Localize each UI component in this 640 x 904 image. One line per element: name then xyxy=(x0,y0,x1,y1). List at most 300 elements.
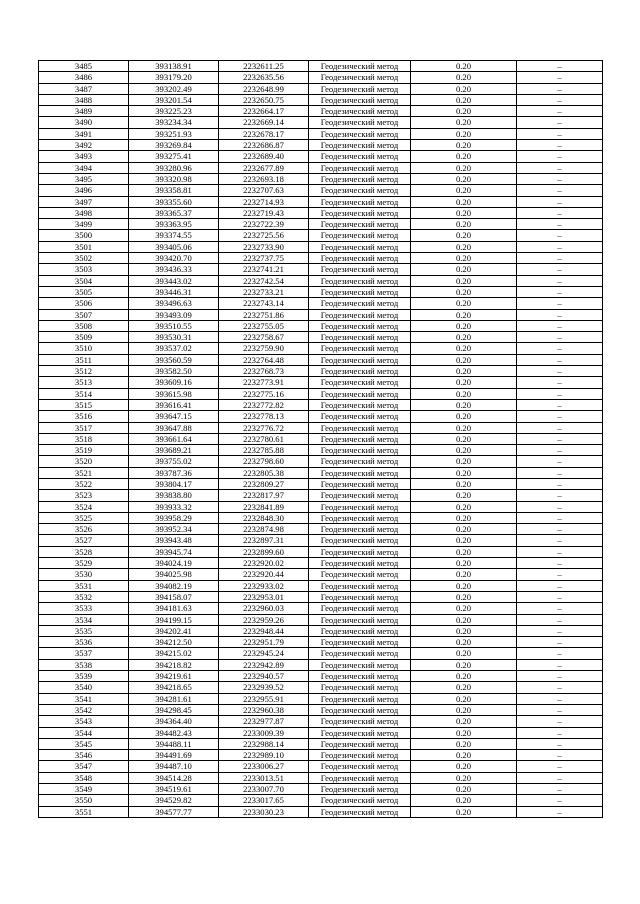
x-coordinate-cell: 393251.93 xyxy=(129,128,219,139)
note-cell: – xyxy=(517,727,603,738)
table-row xyxy=(39,230,603,241)
accuracy-cell: 0.20 xyxy=(411,61,517,72)
table-row xyxy=(39,83,603,94)
point-number-cell: 3542 xyxy=(39,704,129,715)
table-row xyxy=(39,648,603,659)
method-cell: Геодезический метод xyxy=(309,750,411,761)
point-number-cell: 3537 xyxy=(39,648,129,659)
accuracy-cell: 0.20 xyxy=(411,682,517,693)
x-coordinate-cell: 393443.02 xyxy=(129,275,219,286)
method-cell: Геодезический метод xyxy=(309,162,411,173)
table-row xyxy=(39,512,603,523)
method-cell: Геодезический метод xyxy=(309,173,411,184)
x-coordinate-cell: 393943.48 xyxy=(129,535,219,546)
note-cell: – xyxy=(517,716,603,727)
table-row xyxy=(39,106,603,117)
x-coordinate-cell: 393405.06 xyxy=(129,241,219,252)
method-cell: Геодезический метод xyxy=(309,275,411,286)
note-cell: – xyxy=(517,241,603,252)
point-number-cell: 3544 xyxy=(39,727,129,738)
point-number-cell: 3487 xyxy=(39,83,129,94)
method-cell: Геодезический метод xyxy=(309,738,411,749)
y-coordinate-cell: 2232989.10 xyxy=(219,750,309,761)
x-coordinate-cell: 393225.23 xyxy=(129,106,219,117)
method-cell: Геодезический метод xyxy=(309,219,411,230)
y-coordinate-cell: 2232841.89 xyxy=(219,501,309,512)
table-row xyxy=(39,343,603,354)
method-cell: Геодезический метод xyxy=(309,772,411,783)
y-coordinate-cell: 2233017.65 xyxy=(219,795,309,806)
x-coordinate-cell: 393493.09 xyxy=(129,309,219,320)
table-row xyxy=(39,275,603,286)
accuracy-cell: 0.20 xyxy=(411,151,517,162)
table-row xyxy=(39,366,603,377)
note-cell: – xyxy=(517,230,603,241)
note-cell: – xyxy=(517,94,603,105)
point-number-cell: 3491 xyxy=(39,128,129,139)
accuracy-cell: 0.20 xyxy=(411,377,517,388)
x-coordinate-cell: 393804.17 xyxy=(129,478,219,489)
accuracy-cell: 0.20 xyxy=(411,716,517,727)
y-coordinate-cell: 2232764.48 xyxy=(219,354,309,365)
x-coordinate-cell: 393269.84 xyxy=(129,140,219,151)
accuracy-cell: 0.20 xyxy=(411,366,517,377)
method-cell: Геодезический метод xyxy=(309,377,411,388)
point-number-cell: 3485 xyxy=(39,61,129,72)
note-cell: – xyxy=(517,72,603,83)
point-number-cell: 3499 xyxy=(39,219,129,230)
y-coordinate-cell: 2232775.16 xyxy=(219,388,309,399)
note-cell: – xyxy=(517,659,603,670)
x-coordinate-cell: 393446.31 xyxy=(129,286,219,297)
point-number-cell: 3533 xyxy=(39,603,129,614)
table-row xyxy=(39,309,603,320)
note-cell: – xyxy=(517,162,603,173)
table-row xyxy=(39,761,603,772)
note-cell: – xyxy=(517,140,603,151)
point-number-cell: 3502 xyxy=(39,253,129,264)
y-coordinate-cell: 2232773.91 xyxy=(219,377,309,388)
x-coordinate-cell: 393616.41 xyxy=(129,399,219,410)
method-cell: Геодезический метод xyxy=(309,286,411,297)
method-cell: Геодезический метод xyxy=(309,671,411,682)
y-coordinate-cell: 2233013.51 xyxy=(219,772,309,783)
method-cell: Геодезический метод xyxy=(309,117,411,128)
y-coordinate-cell: 2232776.72 xyxy=(219,422,309,433)
method-cell: Геодезический метод xyxy=(309,806,411,817)
method-cell: Геодезический метод xyxy=(309,388,411,399)
table-row xyxy=(39,467,603,478)
y-coordinate-cell: 2232758.67 xyxy=(219,332,309,343)
note-cell: – xyxy=(517,106,603,117)
y-coordinate-cell: 2232959.26 xyxy=(219,614,309,625)
point-number-cell: 3524 xyxy=(39,501,129,512)
x-coordinate-cell: 393945.74 xyxy=(129,546,219,557)
method-cell: Геодезический метод xyxy=(309,795,411,806)
x-coordinate-cell: 394487.10 xyxy=(129,761,219,772)
y-coordinate-cell: 2232940.57 xyxy=(219,671,309,682)
point-number-cell: 3495 xyxy=(39,173,129,184)
y-coordinate-cell: 2232768.73 xyxy=(219,366,309,377)
note-cell: – xyxy=(517,546,603,557)
note-cell: – xyxy=(517,558,603,569)
note-cell: – xyxy=(517,128,603,139)
x-coordinate-cell: 393689.21 xyxy=(129,445,219,456)
x-coordinate-cell: 393358.81 xyxy=(129,185,219,196)
note-cell: – xyxy=(517,320,603,331)
point-number-cell: 3518 xyxy=(39,433,129,444)
accuracy-cell: 0.20 xyxy=(411,648,517,659)
x-coordinate-cell: 393320.98 xyxy=(129,173,219,184)
table-row xyxy=(39,241,603,252)
method-cell: Геодезический метод xyxy=(309,230,411,241)
accuracy-cell: 0.20 xyxy=(411,117,517,128)
x-coordinate-cell: 393582.50 xyxy=(129,366,219,377)
accuracy-cell: 0.20 xyxy=(411,219,517,230)
point-number-cell: 3508 xyxy=(39,320,129,331)
point-number-cell: 3534 xyxy=(39,614,129,625)
y-coordinate-cell: 2233009.39 xyxy=(219,727,309,738)
y-coordinate-cell: 2232785.88 xyxy=(219,445,309,456)
accuracy-cell: 0.20 xyxy=(411,433,517,444)
accuracy-cell: 0.20 xyxy=(411,659,517,670)
table-row xyxy=(39,219,603,230)
point-number-cell: 3545 xyxy=(39,738,129,749)
table-row xyxy=(39,558,603,569)
method-cell: Геодезический метод xyxy=(309,399,411,410)
y-coordinate-cell: 2232686.87 xyxy=(219,140,309,151)
method-cell: Геодезический метод xyxy=(309,196,411,207)
note-cell: – xyxy=(517,512,603,523)
point-number-cell: 3501 xyxy=(39,241,129,252)
note-cell: – xyxy=(517,83,603,94)
x-coordinate-cell: 393647.15 xyxy=(129,411,219,422)
note-cell: – xyxy=(517,343,603,354)
x-coordinate-cell: 393420.70 xyxy=(129,253,219,264)
x-coordinate-cell: 394364.40 xyxy=(129,716,219,727)
y-coordinate-cell: 2232897.31 xyxy=(219,535,309,546)
note-cell: – xyxy=(517,693,603,704)
method-cell: Геодезический метод xyxy=(309,591,411,602)
table-row xyxy=(39,806,603,817)
x-coordinate-cell: 393234.34 xyxy=(129,117,219,128)
x-coordinate-cell: 393201.54 xyxy=(129,94,219,105)
y-coordinate-cell: 2232772.82 xyxy=(219,399,309,410)
note-cell: – xyxy=(517,772,603,783)
y-coordinate-cell: 2232737.75 xyxy=(219,253,309,264)
point-number-cell: 3536 xyxy=(39,637,129,648)
y-coordinate-cell: 2232942.89 xyxy=(219,659,309,670)
method-cell: Геодезический метод xyxy=(309,603,411,614)
accuracy-cell: 0.20 xyxy=(411,140,517,151)
accuracy-cell: 0.20 xyxy=(411,298,517,309)
table-row xyxy=(39,456,603,467)
x-coordinate-cell: 394199.15 xyxy=(129,614,219,625)
note-cell: – xyxy=(517,490,603,501)
point-number-cell: 3528 xyxy=(39,546,129,557)
point-number-cell: 3509 xyxy=(39,332,129,343)
point-number-cell: 3497 xyxy=(39,196,129,207)
method-cell: Геодезический метод xyxy=(309,433,411,444)
point-number-cell: 3525 xyxy=(39,512,129,523)
x-coordinate-cell: 393365.37 xyxy=(129,207,219,218)
point-number-cell: 3532 xyxy=(39,591,129,602)
y-coordinate-cell: 2232953.01 xyxy=(219,591,309,602)
point-number-cell: 3530 xyxy=(39,569,129,580)
method-cell: Геодезический метод xyxy=(309,128,411,139)
note-cell: – xyxy=(517,399,603,410)
accuracy-cell: 0.20 xyxy=(411,196,517,207)
table-row xyxy=(39,738,603,749)
x-coordinate-cell: 394158.07 xyxy=(129,591,219,602)
note-cell: – xyxy=(517,377,603,388)
y-coordinate-cell: 2233007.70 xyxy=(219,784,309,795)
x-coordinate-cell: 393496.63 xyxy=(129,298,219,309)
table-row xyxy=(39,704,603,715)
method-cell: Геодезический метод xyxy=(309,490,411,501)
method-cell: Геодезический метод xyxy=(309,467,411,478)
table-row xyxy=(39,625,603,636)
method-cell: Геодезический метод xyxy=(309,411,411,422)
table-row xyxy=(39,478,603,489)
x-coordinate-cell: 393958.29 xyxy=(129,512,219,523)
point-number-cell: 3505 xyxy=(39,286,129,297)
x-coordinate-cell: 394298.45 xyxy=(129,704,219,715)
note-cell: – xyxy=(517,750,603,761)
accuracy-cell: 0.20 xyxy=(411,106,517,117)
accuracy-cell: 0.20 xyxy=(411,558,517,569)
point-number-cell: 3538 xyxy=(39,659,129,670)
accuracy-cell: 0.20 xyxy=(411,422,517,433)
x-coordinate-cell: 394519.61 xyxy=(129,784,219,795)
note-cell: – xyxy=(517,298,603,309)
method-cell: Геодезический метод xyxy=(309,106,411,117)
table-row xyxy=(39,388,603,399)
note-cell: – xyxy=(517,354,603,365)
table-row xyxy=(39,162,603,173)
point-number-cell: 3493 xyxy=(39,151,129,162)
accuracy-cell: 0.20 xyxy=(411,784,517,795)
table-row xyxy=(39,128,603,139)
y-coordinate-cell: 2232809.27 xyxy=(219,478,309,489)
x-coordinate-cell: 393275.41 xyxy=(129,151,219,162)
point-number-cell: 3548 xyxy=(39,772,129,783)
note-cell: – xyxy=(517,671,603,682)
table-row xyxy=(39,546,603,557)
table-row xyxy=(39,671,603,682)
table-row xyxy=(39,196,603,207)
accuracy-cell: 0.20 xyxy=(411,727,517,738)
y-coordinate-cell: 2232722.39 xyxy=(219,219,309,230)
x-coordinate-cell: 394218.82 xyxy=(129,659,219,670)
table-row xyxy=(39,535,603,546)
accuracy-cell: 0.20 xyxy=(411,704,517,715)
table-row xyxy=(39,286,603,297)
y-coordinate-cell: 2232920.02 xyxy=(219,558,309,569)
method-cell: Геодезический метод xyxy=(309,309,411,320)
x-coordinate-cell: 393933.32 xyxy=(129,501,219,512)
x-coordinate-cell: 393530.31 xyxy=(129,332,219,343)
method-cell: Геодезический метод xyxy=(309,648,411,659)
note-cell: – xyxy=(517,603,603,614)
accuracy-cell: 0.20 xyxy=(411,343,517,354)
table-row xyxy=(39,784,603,795)
table-row xyxy=(39,569,603,580)
table-row xyxy=(39,433,603,444)
x-coordinate-cell: 393755.02 xyxy=(129,456,219,467)
method-cell: Геодезический метод xyxy=(309,354,411,365)
note-cell: – xyxy=(517,207,603,218)
y-coordinate-cell: 2232611.25 xyxy=(219,61,309,72)
point-number-cell: 3514 xyxy=(39,388,129,399)
table-row xyxy=(39,716,603,727)
table-row xyxy=(39,682,603,693)
method-cell: Геодезический метод xyxy=(309,625,411,636)
x-coordinate-cell: 394577.77 xyxy=(129,806,219,817)
x-coordinate-cell: 393202.49 xyxy=(129,83,219,94)
x-coordinate-cell: 393615.98 xyxy=(129,388,219,399)
accuracy-cell: 0.20 xyxy=(411,230,517,241)
note-cell: – xyxy=(517,151,603,162)
y-coordinate-cell: 2232707.63 xyxy=(219,185,309,196)
x-coordinate-cell: 394281.61 xyxy=(129,693,219,704)
table-row xyxy=(39,659,603,670)
accuracy-cell: 0.20 xyxy=(411,83,517,94)
accuracy-cell: 0.20 xyxy=(411,72,517,83)
note-cell: – xyxy=(517,196,603,207)
table-row xyxy=(39,320,603,331)
accuracy-cell: 0.20 xyxy=(411,253,517,264)
method-cell: Геодезический метод xyxy=(309,241,411,252)
method-cell: Геодезический метод xyxy=(309,94,411,105)
point-number-cell: 3529 xyxy=(39,558,129,569)
note-cell: – xyxy=(517,591,603,602)
accuracy-cell: 0.20 xyxy=(411,603,517,614)
note-cell: – xyxy=(517,580,603,591)
point-number-cell: 3492 xyxy=(39,140,129,151)
method-cell: Геодезический метод xyxy=(309,83,411,94)
y-coordinate-cell: 2232677.89 xyxy=(219,162,309,173)
accuracy-cell: 0.20 xyxy=(411,354,517,365)
y-coordinate-cell: 2232751.86 xyxy=(219,309,309,320)
note-cell: – xyxy=(517,535,603,546)
point-number-cell: 3507 xyxy=(39,309,129,320)
table-row xyxy=(39,140,603,151)
point-number-cell: 3523 xyxy=(39,490,129,501)
note-cell: – xyxy=(517,286,603,297)
method-cell: Геодезический метод xyxy=(309,558,411,569)
table-row xyxy=(39,399,603,410)
method-cell: Геодезический метод xyxy=(309,478,411,489)
y-coordinate-cell: 2232977.87 xyxy=(219,716,309,727)
x-coordinate-cell: 393787.36 xyxy=(129,467,219,478)
coordinates-table xyxy=(38,60,603,818)
method-cell: Геодезический метод xyxy=(309,253,411,264)
method-cell: Геодезический метод xyxy=(309,659,411,670)
point-number-cell: 3512 xyxy=(39,366,129,377)
x-coordinate-cell: 394215.02 xyxy=(129,648,219,659)
point-number-cell: 3515 xyxy=(39,399,129,410)
method-cell: Геодезический метод xyxy=(309,524,411,535)
accuracy-cell: 0.20 xyxy=(411,478,517,489)
x-coordinate-cell: 393952.34 xyxy=(129,524,219,535)
method-cell: Геодезический метод xyxy=(309,501,411,512)
point-number-cell: 3531 xyxy=(39,580,129,591)
note-cell: – xyxy=(517,219,603,230)
x-coordinate-cell: 394219.61 xyxy=(129,671,219,682)
method-cell: Геодезический метод xyxy=(309,332,411,343)
accuracy-cell: 0.20 xyxy=(411,580,517,591)
method-cell: Геодезический метод xyxy=(309,151,411,162)
accuracy-cell: 0.20 xyxy=(411,286,517,297)
method-cell: Геодезический метод xyxy=(309,546,411,557)
point-number-cell: 3516 xyxy=(39,411,129,422)
method-cell: Геодезический метод xyxy=(309,512,411,523)
accuracy-cell: 0.20 xyxy=(411,399,517,410)
note-cell: – xyxy=(517,784,603,795)
point-number-cell: 3526 xyxy=(39,524,129,535)
point-number-cell: 3496 xyxy=(39,185,129,196)
table-row xyxy=(39,72,603,83)
table-row xyxy=(39,264,603,275)
table-row xyxy=(39,411,603,422)
method-cell: Геодезический метод xyxy=(309,716,411,727)
note-cell: – xyxy=(517,648,603,659)
note-cell: – xyxy=(517,61,603,72)
point-number-cell: 3543 xyxy=(39,716,129,727)
x-coordinate-cell: 393609.16 xyxy=(129,377,219,388)
point-number-cell: 3535 xyxy=(39,625,129,636)
note-cell: – xyxy=(517,682,603,693)
y-coordinate-cell: 2232669.14 xyxy=(219,117,309,128)
table-row xyxy=(39,580,603,591)
method-cell: Геодезический метод xyxy=(309,569,411,580)
note-cell: – xyxy=(517,478,603,489)
y-coordinate-cell: 2232648.99 xyxy=(219,83,309,94)
accuracy-cell: 0.20 xyxy=(411,173,517,184)
x-coordinate-cell: 394482.43 xyxy=(129,727,219,738)
note-cell: – xyxy=(517,309,603,320)
y-coordinate-cell: 2232693.18 xyxy=(219,173,309,184)
method-cell: Геодезический метод xyxy=(309,343,411,354)
method-cell: Геодезический метод xyxy=(309,445,411,456)
note-cell: – xyxy=(517,445,603,456)
method-cell: Геодезический метод xyxy=(309,784,411,795)
x-coordinate-cell: 393374.55 xyxy=(129,230,219,241)
method-cell: Геодезический метод xyxy=(309,264,411,275)
y-coordinate-cell: 2232742.54 xyxy=(219,275,309,286)
note-cell: – xyxy=(517,501,603,512)
x-coordinate-cell: 394082.19 xyxy=(129,580,219,591)
accuracy-cell: 0.20 xyxy=(411,569,517,580)
x-coordinate-cell: 394212.50 xyxy=(129,637,219,648)
method-cell: Геодезический метод xyxy=(309,637,411,648)
table-row xyxy=(39,354,603,365)
method-cell: Геодезический метод xyxy=(309,140,411,151)
accuracy-cell: 0.20 xyxy=(411,320,517,331)
accuracy-cell: 0.20 xyxy=(411,309,517,320)
x-coordinate-cell: 393363.95 xyxy=(129,219,219,230)
accuracy-cell: 0.20 xyxy=(411,467,517,478)
accuracy-cell: 0.20 xyxy=(411,185,517,196)
accuracy-cell: 0.20 xyxy=(411,591,517,602)
y-coordinate-cell: 2232960.03 xyxy=(219,603,309,614)
table-row xyxy=(39,94,603,105)
x-coordinate-cell: 394024.19 xyxy=(129,558,219,569)
accuracy-cell: 0.20 xyxy=(411,750,517,761)
note-cell: – xyxy=(517,795,603,806)
accuracy-cell: 0.20 xyxy=(411,275,517,286)
